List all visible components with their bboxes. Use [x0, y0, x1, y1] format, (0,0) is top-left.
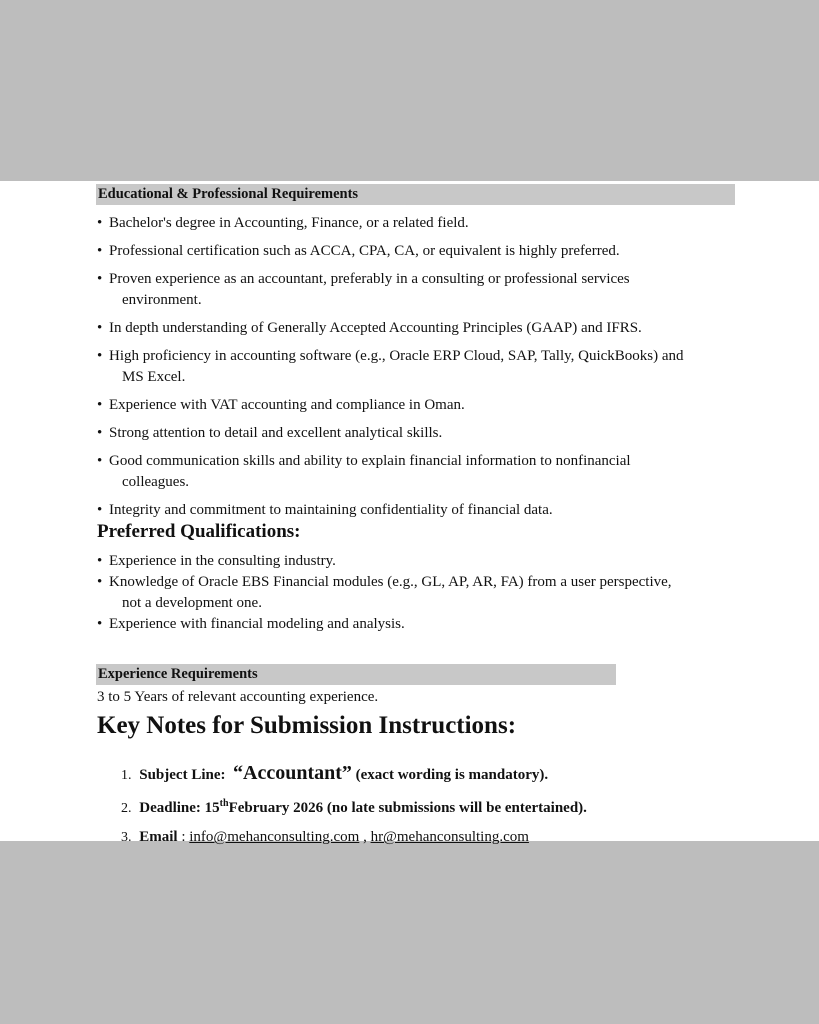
educational-requirements-list: [97, 213, 737, 528]
list-item: • Knowledge of Oracle EBS Financial modules (e.g., GL, AP, AR, FA) from a user perspective, not a development one.: [97, 574, 672, 611]
preferred-qualifications-heading: Preferred Qualifications:: [97, 521, 301, 542]
email-item: 3. Email : info@mehanconsulting.com , hr@mehanconsulting.com: [121, 829, 529, 845]
document-page: [0, 181, 819, 845]
deadline-label: Deadline: 15: [139, 800, 220, 816]
email-link-hr[interactable]: hr@mehanconsulting.com: [370, 829, 529, 845]
bullet-icon: •: [97, 616, 103, 632]
bullet-icon: •: [97, 348, 103, 364]
experience-requirements-heading: Experience Requirements: [96, 664, 616, 685]
submission-instructions-list: [121, 762, 587, 855]
list-item: • Good communication skills and ability to explain financial information to nonfinancial colleagues.: [97, 453, 631, 490]
list-item: • Proven experience as an accountant, preferably in a consulting or professional services environment.: [97, 271, 630, 308]
email-link-info[interactable]: info@mehanconsulting.com: [189, 829, 360, 845]
list-item: • Integrity and commitment to maintaining confidentiality of financial data.: [97, 500, 737, 521]
bullet-icon: •: [97, 243, 103, 259]
list-item: • Professional certification such as ACCA, CPA, CA, or equivalent is highly preferred.: [97, 241, 737, 262]
bullet-icon: •: [97, 425, 103, 441]
subject-line-value: “Accountant”: [233, 762, 352, 784]
subject-line-note: (exact wording is mandatory).: [355, 767, 549, 783]
bullet-icon: •: [97, 397, 103, 413]
submission-instructions-heading: Key Notes for Submission Instructions:: [97, 712, 517, 739]
list-item: • Experience with VAT accounting and compliance in Oman.: [97, 395, 737, 416]
list-item: • Experience in the consulting industry.: [97, 551, 737, 572]
list-item: • In depth understanding of Generally Accepted Accounting Principles (GAAP) and IFRS.: [97, 318, 737, 339]
deadline-value: February 2026 (no late submissions will be entertained).: [228, 800, 587, 816]
list-item: • Experience with financial modeling and analysis.: [97, 614, 737, 635]
bullet-icon: •: [97, 502, 103, 518]
preferred-qualifications-list: [97, 551, 737, 635]
list-item: • Bachelor's degree in Accounting, Finance, or a related field.: [97, 213, 737, 234]
bullet-icon: •: [97, 453, 103, 469]
deadline-item: 2. Deadline: 15thFebruary 2026 (no late submissions will be entertained).: [121, 798, 587, 816]
bullet-icon: •: [97, 320, 103, 336]
educational-requirements-heading: Educational & Professional Requirements: [96, 184, 735, 205]
subject-line-item: 1. Subject Line: “Accountant” (exact wording is mandatory).: [121, 762, 549, 784]
bullet-icon: •: [97, 574, 103, 590]
list-item: • Strong attention to detail and excellent analytical skills.: [97, 423, 737, 444]
list-item: • High proficiency in accounting software (e.g., Oracle ERP Cloud, SAP, Tally, QuickBooks) and MS Excel.: [97, 348, 684, 385]
experience-requirements-text: 3 to 5 Years of relevant accounting experience.: [97, 689, 379, 705]
bullet-icon: •: [97, 271, 103, 287]
bullet-icon: •: [97, 215, 103, 231]
bullet-icon: •: [97, 553, 103, 569]
subject-line-label: Subject Line:: [139, 767, 226, 783]
email-label: Email: [139, 829, 178, 845]
